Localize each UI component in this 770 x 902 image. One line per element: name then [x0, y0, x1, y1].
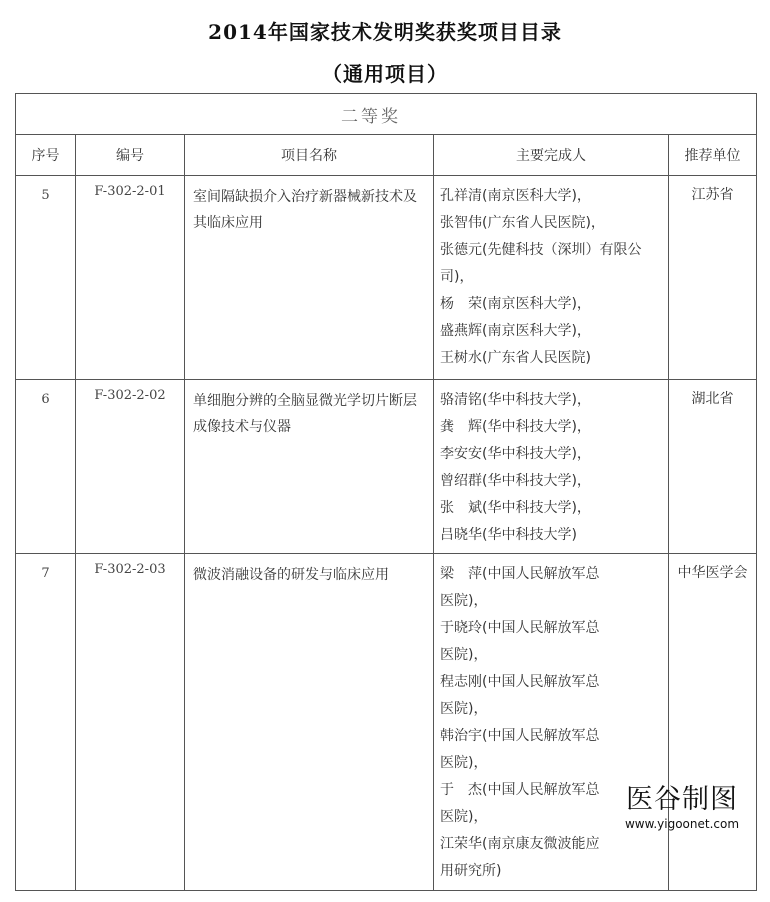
person-entry: 吕晓华(华中科技大学) — [440, 527, 577, 543]
watermark — [612, 784, 752, 832]
watermark-url: www.yigoonet.com — [624, 817, 740, 831]
prize-level: 二等奖 — [16, 94, 757, 135]
row-code: F-302-2-02 — [76, 380, 185, 554]
person-entry: 孔祥清(南京医科大学)， — [440, 188, 591, 204]
row-code: F-302-2-01 — [76, 176, 185, 380]
award-table — [15, 93, 757, 891]
row-project-name: 微波消融设备的研发与临床应用 — [185, 554, 434, 891]
row-seq: 5 — [16, 176, 76, 380]
person-entry: 盛燕辉(南京医科大学)， — [440, 323, 591, 339]
table-row — [16, 176, 757, 380]
person-entry: 李安安(华中科技大学)， — [440, 446, 591, 462]
table-row — [16, 554, 757, 891]
person-entry: 张智伟(广东省人民医院)， — [440, 215, 605, 231]
prize-level-row — [16, 94, 757, 135]
person-entry: 韩治宇(中国人民解放军总医院)， — [440, 728, 600, 771]
header-row — [16, 135, 757, 176]
person-entry: 龚 辉(华中科技大学)， — [440, 419, 591, 435]
person-entry: 杨 荣(南京医科大学)， — [440, 296, 591, 312]
person-entry: 江荣华(南京康友微波能应用研究所) — [440, 836, 600, 879]
person-entry: 曾绍群(华中科技大学)， — [440, 473, 591, 489]
watermark-title: 医谷制图 — [626, 784, 738, 815]
row-unit: 江苏省 — [669, 176, 757, 380]
person-entry: 王树水(广东省人民医院) — [440, 350, 591, 366]
row-seq: 6 — [16, 380, 76, 554]
header-unit: 推荐单位 — [669, 135, 757, 176]
person-entry: 梁 萍(中国人民解放军总医院)， — [440, 566, 600, 609]
header-people: 主要完成人 — [434, 135, 669, 176]
header-name: 项目名称 — [185, 135, 434, 176]
row-people — [434, 380, 669, 554]
row-code: F-302-2-03 — [76, 554, 185, 891]
row-people — [434, 176, 669, 380]
row-project-name: 单细胞分辨的全脑显微光学切片断层成像技术与仪器 — [185, 380, 434, 554]
person-entry: 于晓玲(中国人民解放军总医院)， — [440, 620, 600, 663]
row-people — [434, 554, 669, 891]
document-subtitle: （通用项目） — [322, 62, 448, 86]
row-project-name: 室间隔缺损介入治疗新器械新技术及其临床应用 — [185, 176, 434, 380]
person-entry: 张德元(先健科技（深圳）有限公司)， — [440, 242, 642, 285]
person-entry: 张 斌(华中科技大学)， — [440, 500, 591, 516]
header-code: 编号 — [76, 135, 185, 176]
row-unit: 中华医学会 — [669, 554, 757, 891]
person-entry: 骆清铭(华中科技大学)， — [440, 392, 591, 408]
table-row — [16, 380, 757, 554]
row-seq: 7 — [16, 554, 76, 891]
row-unit: 湖北省 — [669, 380, 757, 554]
header-seq: 序号 — [16, 135, 76, 176]
document-title: 2014年国家技术发明奖获奖项目目录 — [208, 20, 562, 44]
person-entry: 于 杰(中国人民解放军总医院)， — [440, 782, 600, 825]
person-entry: 程志刚(中国人民解放军总医院)， — [440, 674, 600, 717]
